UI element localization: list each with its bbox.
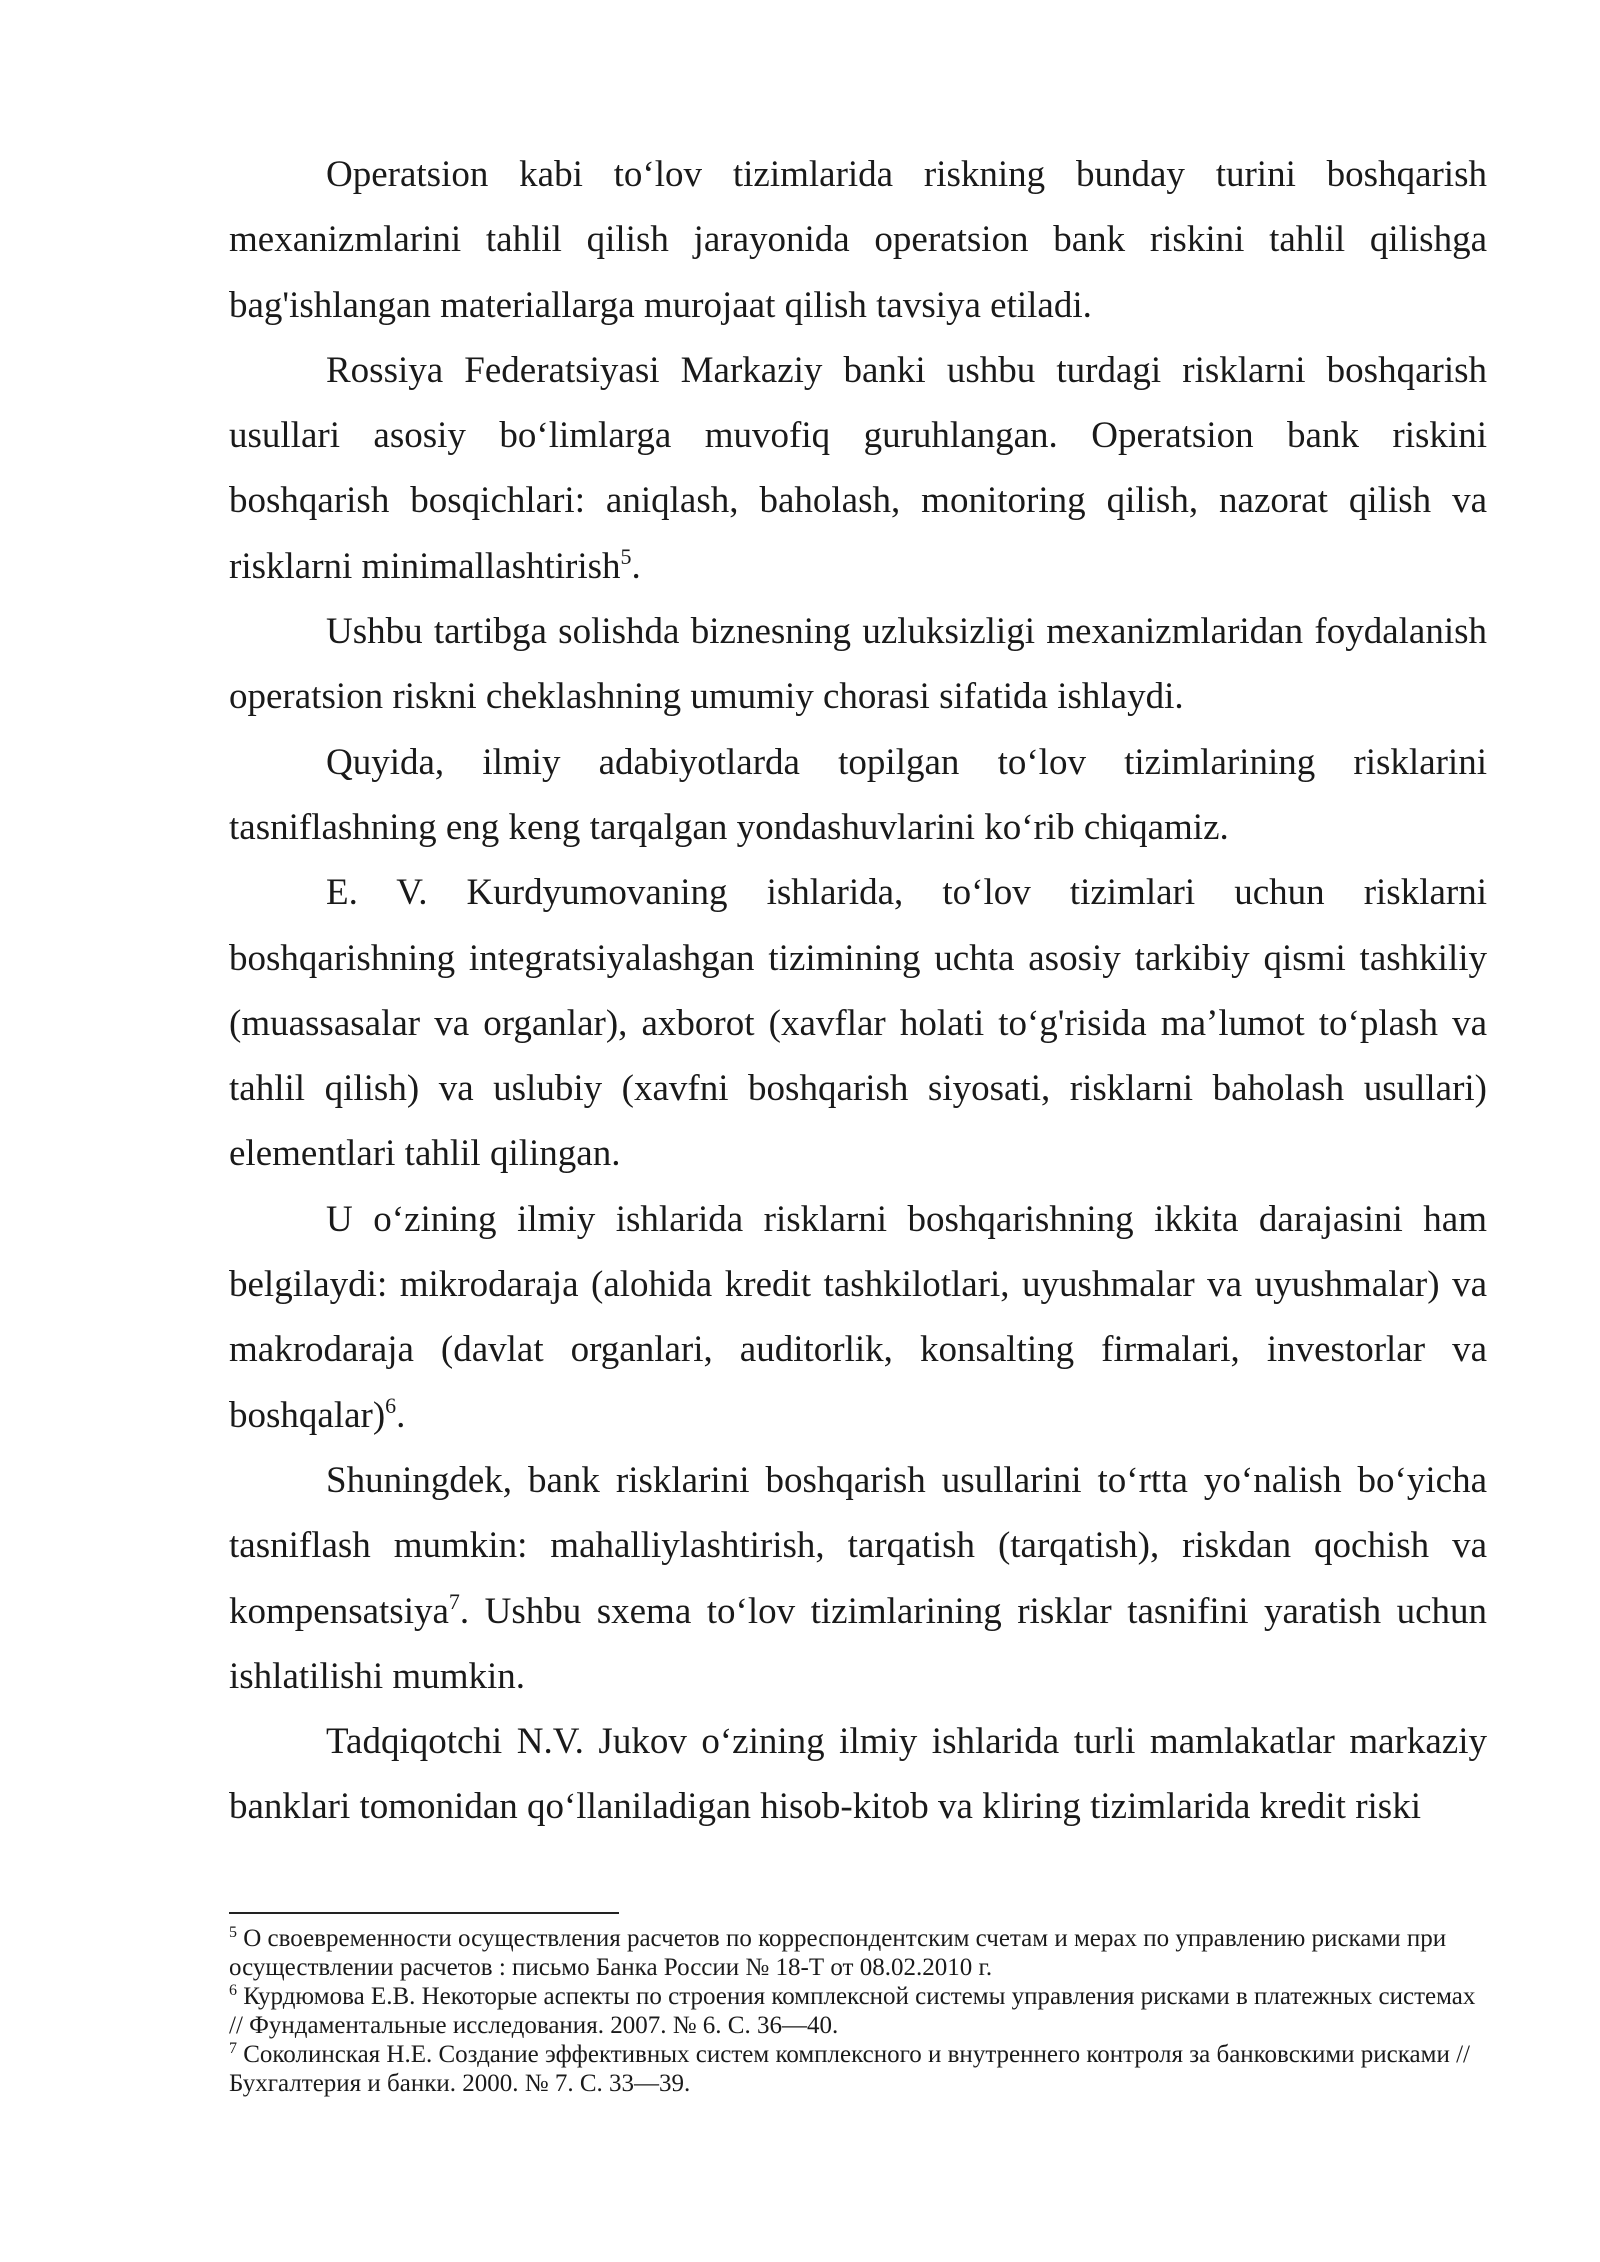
footnotes [229, 1924, 1487, 2098]
footnote-number: 5 [229, 1924, 237, 1941]
paragraph-text: Tadqiqotchi N.V. Jukov o‘zining ilmiy ishlarida turli mamlakatlar markaziy banklari tomonidan qo‘llaniladigan hisob-kitob va kliring tizimlarida kredit riski [229, 1721, 1487, 1828]
footnote-separator [229, 1912, 619, 1914]
footnote-text: О своевременности осуществления расчетов по корреспондентским счетам и мерах по управлению рисками при осуществлении расчетов : письмо Банка России № 18-Т от 08.02.2010 г. [229, 1925, 1447, 1981]
footnote-ref-7[interactable]: 7 [448, 1588, 460, 1614]
paragraph-text: Rossiya Federatsiyasi Markaziy banki ushbu turdagi risklarni boshqarish usullari asosiy bo‘limlarga muvofiq guruhlangan. Operatsion bank riskini boshqarish bosqichlari: aniqlash, baholash, monitoring qilish, nazorat qilish va risklarni minimallashtirish [229, 349, 1487, 587]
paragraph-7 [229, 1448, 1487, 1709]
paragraph-text: Quyida, ilmiy adabiyotlarda topilgan to‘lov tizimlarining risklarini tasniflashning eng keng tarqalgan yondashuvlarini ko‘rib chiqamiz. [229, 741, 1487, 848]
paragraph-6 [229, 1187, 1487, 1448]
footnote-ref-5[interactable]: 5 [620, 543, 632, 569]
body-text [229, 142, 1487, 1840]
paragraph-5 [229, 860, 1487, 1186]
paragraph-tail: . Ushbu sxema to‘lov tizimlarining risklar tasnifini yaratish uchun ishlatilishi mumkin. [229, 1590, 1487, 1697]
paragraph-3 [229, 599, 1487, 730]
footnote-number: 6 [229, 1982, 237, 1999]
footnote-text: Курдюмова Е.В. Некоторые аспекты по строения комплексной системы управления рисками в платежных системах // Фундаментальные исследования. 2007. № 6. С. 36—40. [229, 1983, 1476, 2039]
footnote-5 [229, 1924, 1487, 1982]
paragraph-1 [229, 142, 1487, 338]
paragraph-text: E. V. Kurdyumovaning ishlarida, to‘lov tizimlari uchun risklarni boshqarishning integratsiyalashgan tizimining uchta asosiy tarkibiy qismi tashkiliy (muassasalar va organlar), axborot (xavflar holati to‘g'risida ma’lumot to‘plash va tahlil qilish) va uslubiy (xavfni boshqarish siyosati, risklarni baholash usullari) elementlari tahlil qilingan. [229, 872, 1487, 1175]
paragraph-tail: . [396, 1394, 406, 1436]
paragraph-2 [229, 338, 1487, 599]
paragraph-tail: . [631, 545, 641, 587]
paragraph-text: Shuningdek, bank risklarini boshqarish usullarini to‘rtta yo‘nalish bo‘yicha tasniflash mumkin: mahalliylashtirish, tarqatish (tarqatish), riskdan qochish va kompensatsiya [229, 1459, 1487, 1632]
paragraph-text: Operatsion kabi to‘lov tizimlarida riskning bunday turini boshqarish mexanizmlarini tahlil qilish jarayonida operatsion bank riskini tahlil qilishga bag'ishlangan materiallarga murojaat qilish tavsiya etiladi. [229, 154, 1487, 326]
footnote-6 [229, 1982, 1487, 2040]
paragraph-4 [229, 730, 1487, 861]
paragraph-text: Ushbu tartibga solishda biznesning uzluksizligi mexanizmlaridan foydalanish operatsion riskni cheklashning umumiy chorasi sifatida ishlaydi. [229, 611, 1487, 718]
paragraph-8 [229, 1709, 1487, 1840]
paragraph-text: U o‘zining ilmiy ishlarida risklarni boshqarishning ikkita darajasini ham belgilaydi: mikrodaraja (alohida kredit tashkilotlari, uyushmalar va uyushmalar) va makrodaraja (davlat organlari, auditorlik, konsalting firmalari, investorlar va boshqalar) [229, 1198, 1487, 1436]
footnote-ref-6[interactable]: 6 [385, 1392, 397, 1418]
footnote-number: 7 [229, 2040, 237, 2057]
footnote-7 [229, 2040, 1487, 2098]
footnote-text: Соколинская Н.Е. Создание эффективных систем комплексного и внутреннего контроля за банковскими рисками // Бухгалтерия и банки. 2000. № 7. С. 33—39. [229, 2041, 1470, 2097]
